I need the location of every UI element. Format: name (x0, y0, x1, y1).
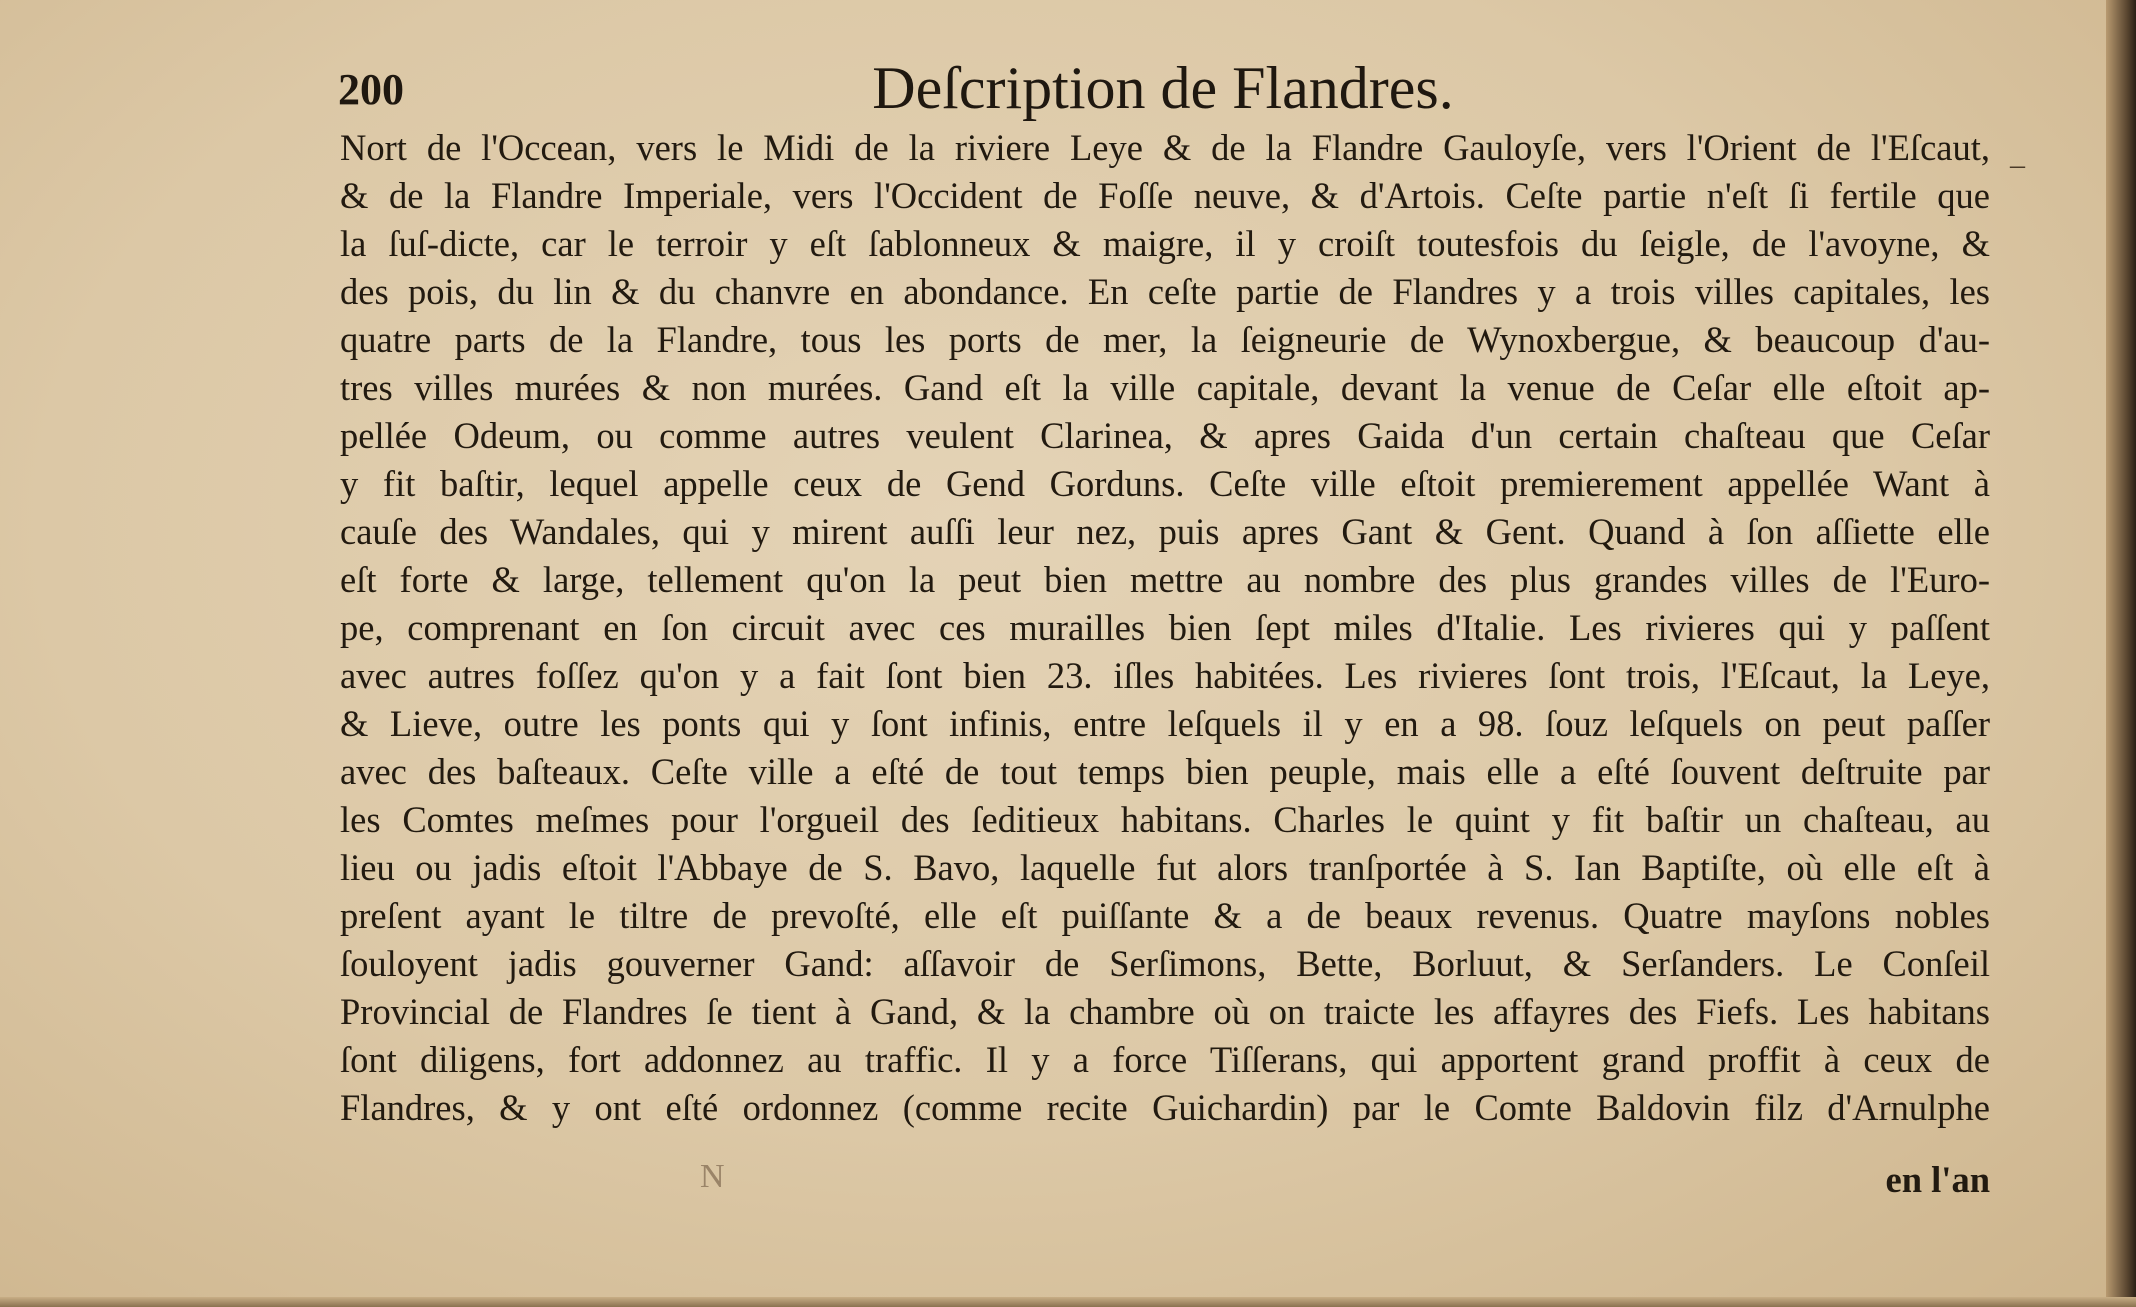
text-line: les Comtes meſmes pour l'orgueil des ſeditieux habitans. Charles le quint y fit baſtir un chaſteau, au (340, 799, 1990, 840)
text-line: avec des baſteaux. Ceſte ville a eſté de tout temps bien peuple, mais elle a eſté ſouvent deſtruite par (340, 751, 1990, 792)
text-line: y fit baſtir, lequel appelle ceux de Gend Gorduns. Ceſte ville eſtoit premierement appellée Want à (340, 463, 1990, 504)
text-line: & de la Flandre Imperiale, vers l'Occident de Foſſe neuve, & d'Artois. Ceſte partie n'eſt ſi fertile que (340, 175, 1990, 216)
text-line: quatre parts de la Flandre, tous les ports de mer, la ſeigneurie de Wynoxbergue, & beaucoup d'au- (340, 319, 1990, 360)
text-line: pellée Odeum, ou comme autres veulent Clarinea, & apres Gaida d'un certain chaſteau que Ceſar (340, 415, 1990, 456)
text-line: pe, comprenant en ſon circuit avec ces murailles bien ſept miles d'Italie. Les rivieres qui y paſſent (340, 607, 1990, 648)
text-line: avec autres foſſez qu'on y a fait ſont bien 23. iſles habitées. Les rivieres ſont trois, l'Eſcaut, la Leye, (340, 655, 1990, 696)
margin-dash: – (2010, 148, 2025, 181)
text-line: tres villes murées & non murées. Gand eſt la ville capitale, devant la venue de Ceſar elle eſtoit ap- (340, 367, 1990, 408)
text-line: cauſe des Wandales, qui y mirent auſſi leur nez, puis apres Gant & Gent. Quand à ſon aſſiette elle (340, 511, 1990, 552)
text-line: la ſuſ-dicte, car le terroir y eſt ſablonneux & maigre, il y croiſt toutesfois du ſeigle, de l'avoyne, & (340, 223, 1990, 264)
page-edge-shadow (2106, 0, 2136, 1307)
page-number: 200 (338, 65, 404, 114)
page-bottom-edge (0, 1297, 2136, 1307)
text-line: & Lieve, outre les ponts qui y ſont infinis, entre leſquels il y en a 98. ſouz leſquels on peut paſſer (340, 703, 1990, 744)
text-line: Provincial de Flandres ſe tient à Gand, & la chambre où on traicte les affayres des Fiefs. Les habitans (340, 991, 1990, 1032)
signature-mark: N (700, 1158, 735, 1195)
text-line: preſent ayant le tiltre de prevoſté, elle eſt puiſſante & a de beaux revenus. Quatre mayſons nobles (340, 895, 1990, 936)
catchword: en l'an (1885, 1159, 1990, 1200)
body-text (340, 124, 1990, 1132)
page-header (338, 55, 1988, 124)
text-line: Flandres, & y ont eſté ordonnez (comme recite Guichardin) par le Comte Baldovin filz d'Arnulphe (340, 1087, 1990, 1128)
text-line: Nort de l'Occean, vers le Midi de la riviere Leye & de la Flandre Gauloyſe, vers l'Orient de l'Eſcaut, (340, 127, 1990, 168)
text-line: des pois, du lin & du chanvre en abondance. En ceſte partie de Flandres y a trois villes capitales, les (340, 271, 1990, 312)
running-title: Deſcription de Flandres. (872, 55, 1454, 121)
text-line: lieu ou jadis eſtoit l'Abbaye de S. Bavo, laquelle fut alors tranſportée à S. Ian Baptiſte, où elle eſt à (340, 847, 1990, 888)
text-line: eſt forte & large, tellement qu'on la peut bien mettre au nombre des plus grandes villes de l'Euro- (340, 559, 1990, 600)
text-line: ſouloyent jadis gouverner Gand: aſſavoir de Serſimons, Bette, Borluut, & Serſanders. Le Conſeil (340, 943, 1990, 984)
text-line: ſont diligens, fort addonnez au traffic. Il y a force Tiſſerans, qui apportent grand proffit à ceux de (340, 1039, 1990, 1080)
